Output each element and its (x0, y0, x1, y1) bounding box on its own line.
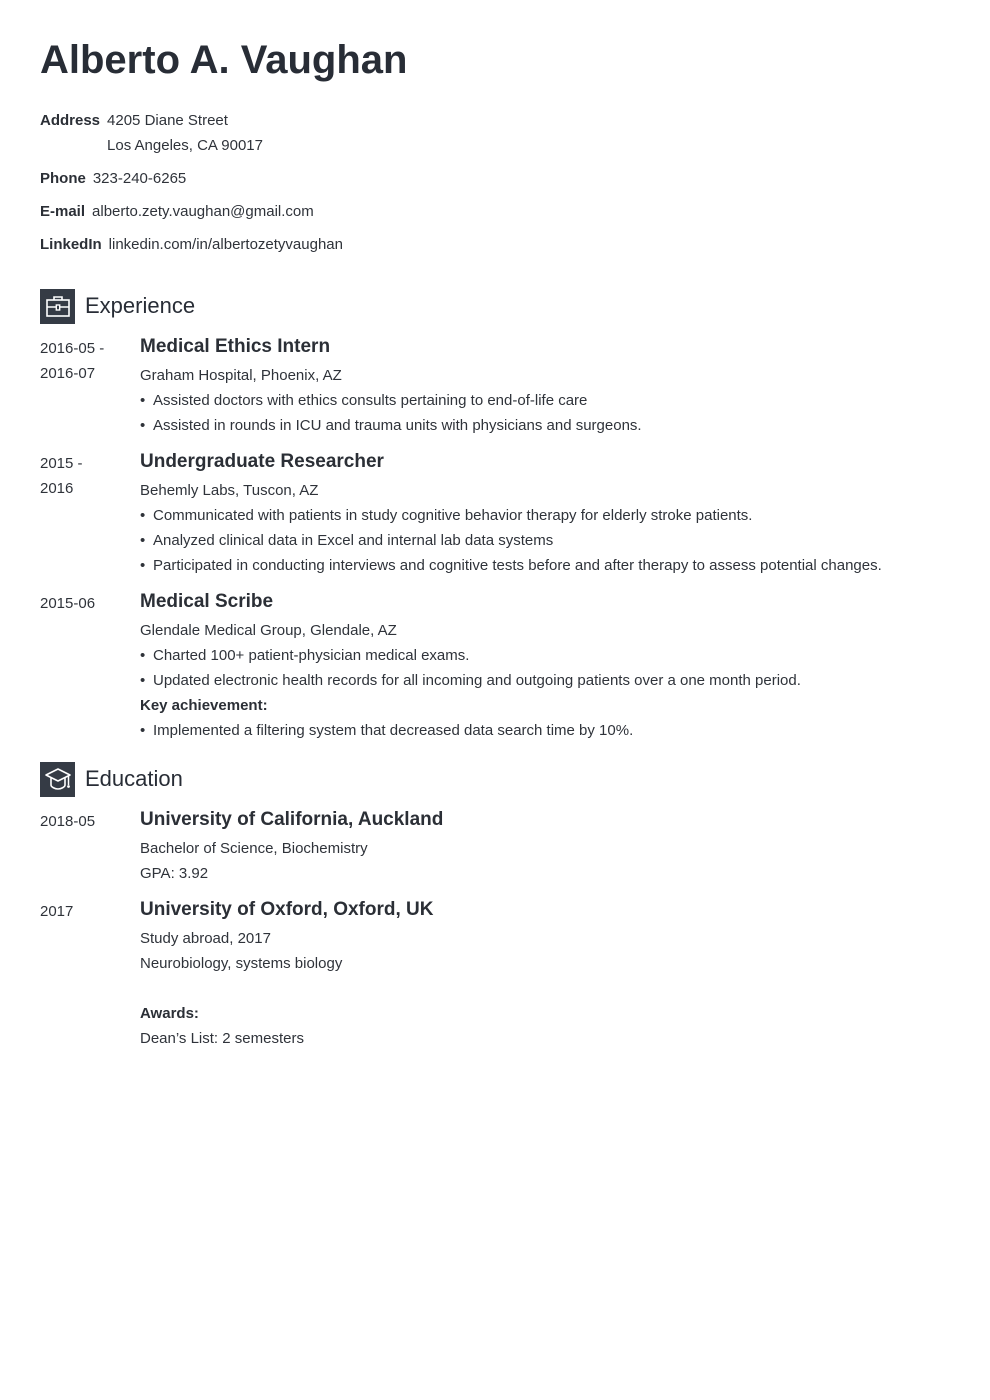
list-item-text: Updated electronic health records for all incoming and outgoing patients over a one month period. (153, 672, 801, 689)
entry-body (140, 899, 950, 1051)
linkedin-value: linkedin.com/in/albertozetyvaughan (108, 236, 343, 253)
contact-address-row (40, 108, 740, 158)
entry-date-start: 2015-06 (40, 595, 96, 612)
address-line-2: Los Angeles, CA 90017 (107, 137, 263, 154)
list-item: • Assisted doctors with ethics consults pertaining to end-of-life care (140, 388, 950, 413)
list-item-text: Participated in conducting interviews and cognitive tests before and after therapy to assess potential changes. (153, 557, 882, 574)
list-item-text: Assisted in rounds in ICU and trauma units with physicians and surgeons. (153, 417, 642, 434)
entry-date-end: 2016-07 (40, 365, 96, 382)
list-item-text: Charted 100+ patient-physician medical exams. (153, 647, 470, 664)
entry-date-start: 2016-05 - (40, 340, 105, 357)
address-label: Address (40, 112, 101, 129)
phone-label: Phone (40, 170, 86, 187)
list-item: • Analyzed clinical data in Excel and internal lab data systems (140, 528, 950, 553)
awards-label: Awards: (140, 1005, 199, 1022)
entry-date-end: 2016 (40, 480, 74, 497)
contact-phone-row (40, 166, 740, 191)
list-item: • Updated electronic health records for all incoming and outgoing patients over a one month period. (140, 668, 950, 693)
employer: Behemly Labs, Tuscon, AZ (140, 482, 319, 499)
entry-date: 2017 (40, 903, 74, 920)
list-item: • Communicated with patients in study cognitive behavior therapy for elderly stroke patients. (140, 503, 950, 528)
list-item-text: Communicated with patients in study cognitive behavior therapy for elderly stroke patients. (153, 507, 753, 524)
job-title: Undergraduate Researcher (140, 451, 384, 472)
employer: Glendale Medical Group, Glendale, AZ (140, 622, 397, 639)
list-item: • Assisted in rounds in ICU and trauma units with physicians and surgeons. (140, 413, 950, 438)
entry-date (40, 336, 130, 386)
program: Study abroad, 2017 (140, 930, 271, 947)
list-item: • Charted 100+ patient-physician medical exams. (140, 643, 950, 668)
list-item: • Participated in conducting interviews and cognitive tests before and after therapy to assess potential changes. (140, 553, 950, 578)
awards-value: Dean’s List: 2 semesters (140, 1030, 304, 1047)
key-achievement-label: Key achievement: (140, 697, 268, 714)
school-name: University of California, Auckland (140, 809, 444, 830)
job-title: Medical Ethics Intern (140, 336, 331, 357)
entry-date (40, 451, 130, 501)
experience-title: Experience (85, 293, 196, 318)
experience-section-header (40, 288, 195, 324)
list-item-text: Implemented a filtering system that decreased data search time by 10%. (153, 722, 634, 739)
contact-email-row (40, 199, 740, 224)
address-value (107, 108, 263, 158)
briefcase-icon (40, 289, 75, 324)
entry-body (140, 451, 950, 578)
candidate-name: Alberto A. Vaughan (40, 38, 408, 82)
coursework: Neurobiology, systems biology (140, 955, 343, 972)
entry-date (40, 591, 130, 616)
email-label: E-mail (40, 203, 86, 220)
entry-date: 2018-05 (40, 813, 96, 830)
school-name: University of Oxford, Oxford, UK (140, 899, 434, 920)
entry-body (140, 336, 950, 438)
education-section-header (40, 761, 183, 797)
job-title: Medical Scribe (140, 591, 274, 612)
list-item: • Implemented a filtering system that decreased data search time by 10%. (140, 718, 950, 743)
entry-date-start: 2015 - (40, 455, 83, 472)
entry-body (140, 809, 950, 886)
phone-value: 323-240-6265 (92, 170, 187, 187)
employer: Graham Hospital, Phoenix, AZ (140, 367, 342, 384)
degree: Bachelor of Science, Biochemistry (140, 840, 368, 857)
education-title: Education (85, 766, 183, 791)
linkedin-label: LinkedIn (40, 236, 102, 253)
graduation-cap-icon (40, 762, 75, 797)
contact-block (40, 108, 740, 265)
email-value: alberto.zety.vaughan@gmail.com (92, 203, 314, 220)
contact-linkedin-row (40, 232, 740, 257)
gpa: GPA: 3.92 (140, 865, 209, 882)
list-item-text: Analyzed clinical data in Excel and internal lab data systems (153, 532, 554, 549)
address-line-1: 4205 Diane Street (107, 112, 228, 129)
list-item-text: Assisted doctors with ethics consults pertaining to end-of-life care (153, 392, 588, 409)
entry-body (140, 591, 950, 743)
